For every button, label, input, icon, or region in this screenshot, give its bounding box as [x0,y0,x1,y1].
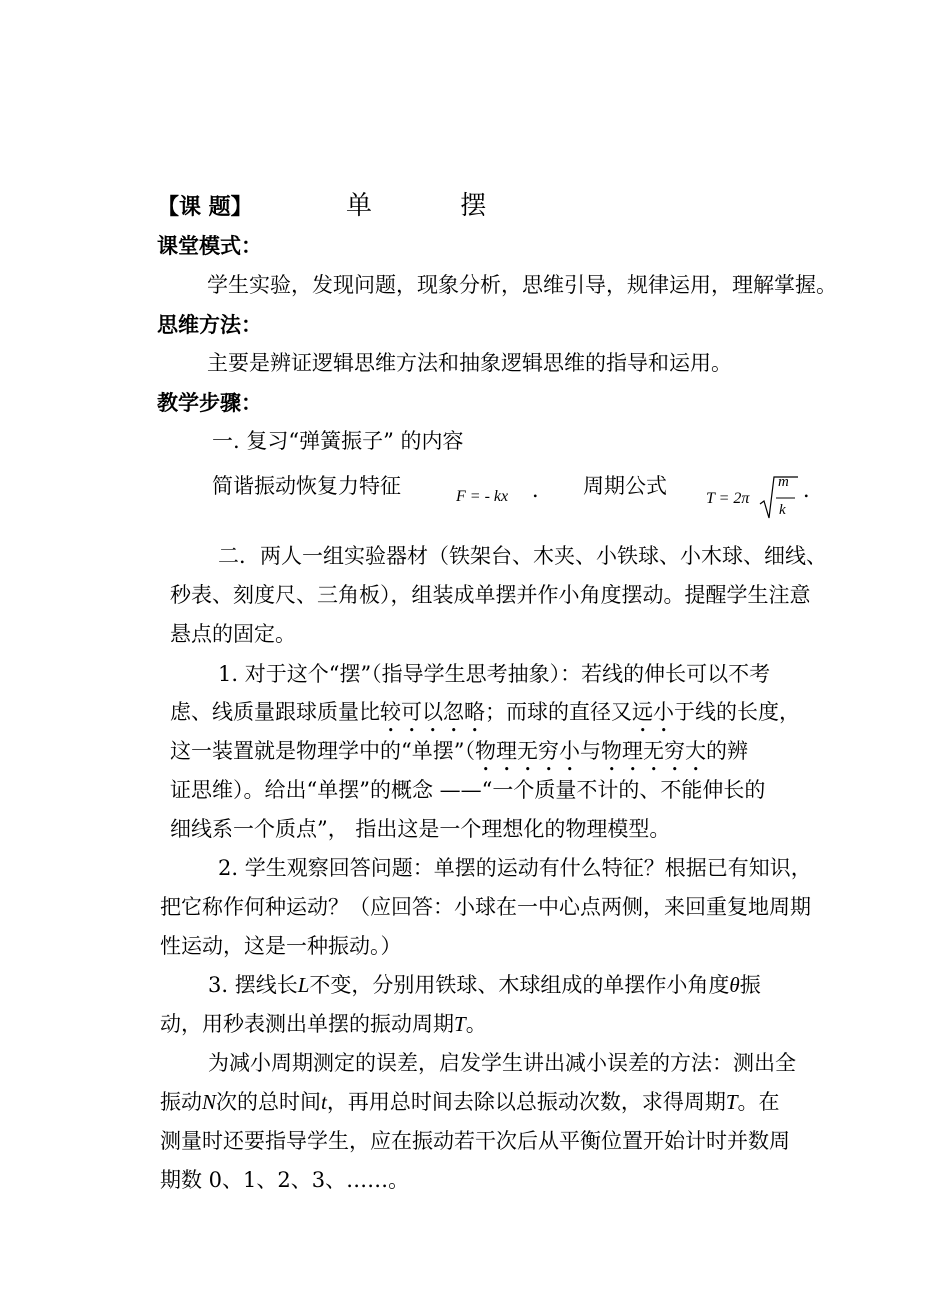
step2-line3: 悬点的固定。 [170,622,296,646]
mode-heading: 课堂模式： [157,234,262,258]
var-t: t [321,1090,327,1114]
var-theta: θ [729,973,740,997]
item1-line2-a: 虑、线质量跟球质量比 [170,700,380,724]
para-line3: 测量时还要指导学生，应在振动若干次后从平衡位置开始计时并数周 [160,1129,790,1153]
force-formula: F = - kx [456,488,509,505]
item3-line2-c: 。 [465,1012,487,1036]
item3-line2-a: 动，用秒表测出单摆的振动周期 [160,1012,454,1036]
item1-line2-c: ；而球的直径又 [485,700,632,724]
item3-line1-c: 不变，分别用铁球、木球组成的单摆作小角度 [309,973,730,997]
lesson-title: 单 摆 [346,191,527,221]
item3-line1 [208,970,761,1000]
item3-line1-a: 3. 摆线长 [208,973,298,997]
item1-line2-e: 于线的长度， [674,700,800,724]
var-T: T [454,1012,466,1036]
mode-text: 学生实验，发现问题，现象分析，思维引导，规律运用，理解掌握。 [207,273,837,297]
item2-line1: 2. 学生观察回答问题：单摆的运动有什么特征？根据已有知识， [218,856,812,880]
emphasis-text: 远小 [632,700,674,724]
step2-line2: 秒表、刻度尺、三角板），组装成单摆并作小角度摆动。提醒学生注意 [170,583,811,607]
para-line2-e: ，再用总时间去除以总振动次数，求得周期 [326,1090,726,1114]
emphasis-text: 物理无穷大 [600,739,706,763]
item1-line3-a: 这一装置就是物理学中的“单摆”（ [170,739,475,763]
steps-heading: 教学步骤： [157,391,262,415]
item1-line4: 证思维）。给出“单摆”的概念 ——“一个质量不计的、不能伸长的 [170,778,766,802]
formula-end: ． [803,478,824,502]
var-L: L [297,973,310,997]
para-line2-c: 次的总时间 [216,1090,322,1114]
formula-m: m [778,474,789,490]
method-heading: 思维方法： [157,313,262,337]
para-line2-a: 振动 [160,1090,202,1114]
step1-title: 一. 复习“弹簧振子” 的内容 [212,429,464,453]
force-label: 简谐振动恢复力特征 [212,474,401,498]
var-T: T [725,1090,738,1114]
formula-k: k [779,502,786,518]
item1-line3-e: 的辨 [705,739,748,763]
item3-line1-e: 振 [739,973,761,997]
para-line4: 期数 0、1、2、3、……。 [160,1168,410,1192]
item2-line2: 把它称作何种运动？（应回答：小球在一中心点两侧，来回重复地周期 [160,895,811,919]
item1-line2 [170,697,800,737]
method-text: 主要是辨证逻辑思维方法和抽象逻辑思维的指导和运用。 [207,351,732,375]
para-line2 [160,1087,780,1117]
item2-line3: 性运动，这是一种振动。） [160,934,402,958]
para-line2-g: 。在 [737,1090,780,1114]
formula-sep: ． [532,478,553,502]
emphasis-text: 较可以忽略 [380,700,485,724]
item1-line3 [170,736,748,776]
emphasis-text: 物理无穷小 [474,739,580,763]
step2-line1: 二．两人一组实验器材（铁架台、木夹、小铁球、小木球、细线、 [218,544,827,568]
item1-line3-c: 与 [579,739,601,763]
period-label: 周期公式 [583,474,667,498]
formula-T: T = 2π [706,490,750,507]
para-line1: 为减小周期测定的误差，启发学生讲出减小误差的方法：测出全 [208,1051,796,1075]
topic-label: 【课 题】 [157,195,253,220]
item1-line1: 1. 对于这个“摆”（指导学生思考抽象）：若线的伸长可以不考 [218,662,771,686]
item1-line5: 细线系一个质点”， 指出这是一个理想化的物理模型。 [170,817,671,841]
var-N: N [202,1090,217,1114]
item3-line2 [160,1009,487,1039]
